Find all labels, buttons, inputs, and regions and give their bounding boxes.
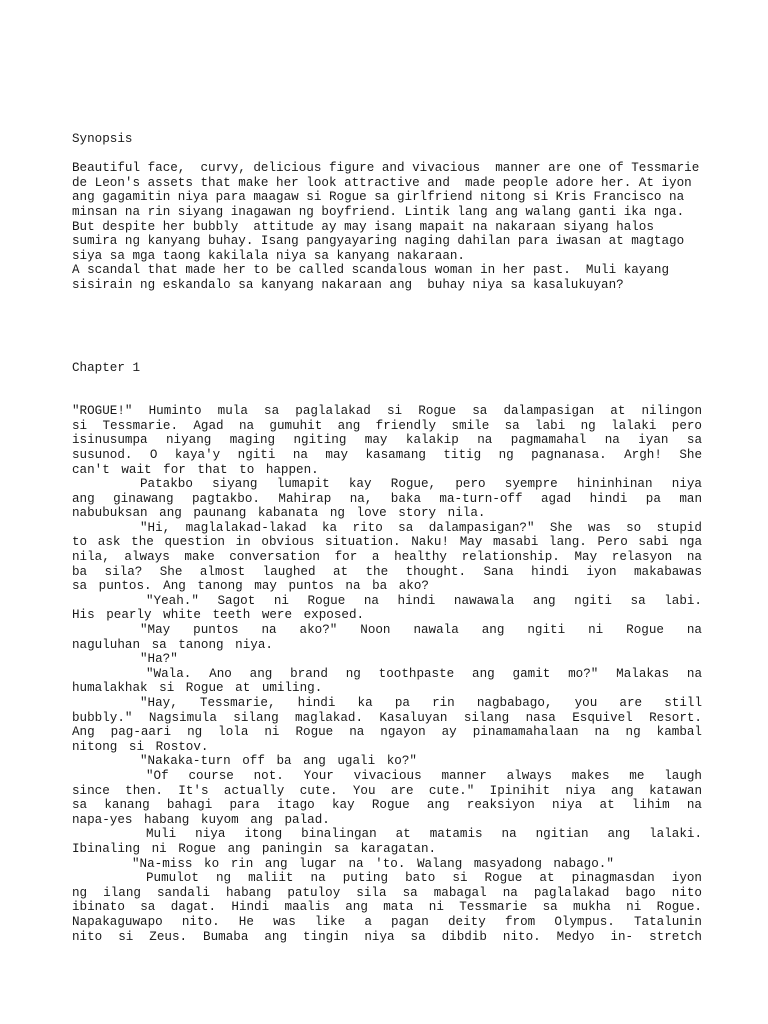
synopsis-line: siya sa mga taong kakilala niya sa kanyang nakaraan. <box>72 248 465 263</box>
chapter-line: ang ginawang pagtakbo. Mahirap na, baka ma-turn-off agad hindi pa man <box>72 491 702 506</box>
chapter-line: "Hay, Tessmarie, hindi ka pa rin nagbabago, you are still <box>140 696 702 710</box>
chapter-line: Pumulot ng maliit na puting bato si Rogue at pinagmasdan iyon <box>146 871 702 886</box>
chapter-line: humalakhak si Rogue at umiling. <box>72 681 323 696</box>
spacer <box>72 375 702 404</box>
document-page <box>72 132 702 944</box>
chapter-line: naguluhan sa tanong niya. <box>72 637 273 652</box>
synopsis-line: ang gagamitin niya para maagaw si Rogue sa girlfriend nitong si Kris Francisco na <box>72 190 685 205</box>
chapter-line: ba sila? She almost laughed at the thought. Sana hindi iyon makabawas <box>72 564 702 579</box>
synopsis-line: de Leon's assets that make her look attractive and made people adore her. At iyon <box>72 175 692 190</box>
chapter-line: "Hi, maglalakad-lakad ka rito sa dalampasigan?" She was so stupid <box>140 520 702 535</box>
chapter-line: "Yeah." Sagot ni Rogue na hindi nawawala ang ngiti sa labi. <box>146 593 702 608</box>
chapter-line: Ibinaling ni Rogue ang paningin sa karagatan. <box>72 841 437 856</box>
chapter-line: sa kanang bahagi para itago kay Rogue ang reaksiyon niya at lihim na <box>72 798 702 813</box>
chapter-line: ibinato sa dagat. Hindi maalis ang mata ni Tessmarie sa mukha ni Rogue. <box>72 900 702 915</box>
chapter-line: Napakaguwapo nito. He was like a pagan deity from Olympus. Tatalunin <box>72 914 702 929</box>
chapter-line: Ang pag-aari ng lola ni Rogue na ngayon ay pinamamahalaan na ng kambal <box>72 725 702 740</box>
synopsis-line: minsan na rin siyang inagawan ng boyfriend. Lintik lang ang walang ganti ika nga. <box>72 204 685 219</box>
spacer <box>72 147 702 162</box>
chapter-line: nito si Zeus. Bumaba ang tingin niya sa dibdib nito. Medyo in- stretch <box>72 929 702 944</box>
chapter-line: si Tessmarie. Agad na gumuhit ang friendly smile sa labi ng lalaki pero <box>72 418 702 433</box>
synopsis-body <box>72 161 702 292</box>
chapter-line: "May puntos na ako?" Noon nawala ang ngiti ni Rogue na <box>140 623 702 638</box>
chapter-line: "ROGUE!" Huminto mula sa paglalakad si Rogue sa dalampasigan at nilingon <box>72 404 702 419</box>
chapter-line: isinusumpa niyang maging ngiting may kalakip na pagmamahal na iyan sa <box>72 433 702 448</box>
synopsis-line: sisirain ng eskandalo sa kanyang nakaraan ang buhay niya sa kasalukuyan? <box>72 277 624 292</box>
chapter-line: napa-yes habang kuyom ang palad. <box>72 812 330 827</box>
spacer <box>72 293 702 351</box>
synopsis-line: sumira ng kanyang buhay. Isang pangyayaring naging dahilan para iwasan at magtago <box>72 234 685 249</box>
chapter-body <box>72 404 702 944</box>
chapter-line: "Of course not. Your vivacious manner always makes me laugh <box>146 768 702 783</box>
chapter-line: "Ha?" <box>140 652 178 667</box>
synopsis-line: But despite her bubbly attitude ay may isang mapait na nakaraan siyang halos <box>72 219 654 234</box>
synopsis-line: Beautiful face, curvy, delicious figure and vivacious manner are one of Tessmarie <box>72 161 700 176</box>
chapter-line: susunod. O kaya'y ngiti na may kasamang titig ng pagnanasa. Argh! She <box>72 447 702 462</box>
spacer <box>72 351 702 361</box>
chapter-line: "Nakaka-turn off ba ang ugali ko?" <box>140 754 417 769</box>
synopsis-line: A scandal that made her to be called scandalous woman in her past. Muli kayang <box>72 263 670 278</box>
chapter-line: to ask the question in obvious situation. Naku! May masabi lang. Pero sabi nga <box>72 535 702 550</box>
chapter-heading: Chapter 1 <box>72 360 141 375</box>
chapter-line: since then. It's actually cute. You are cute." Ipinihit niya ang katawan <box>72 783 702 798</box>
synopsis-heading: Synopsis <box>72 132 133 146</box>
chapter-line: "Wala. Ano ang brand ng toothpaste ang gamit mo?" Malakas na <box>146 666 702 681</box>
chapter-line: "Na-miss ko rin ang lugar na 'to. Walang masyadong nabago." <box>132 856 614 871</box>
chapter-line: His pearly white teeth were exposed. <box>72 608 365 623</box>
chapter-line: Muli niya itong binalingan at matamis na ngitian ang lalaki. <box>146 827 702 842</box>
chapter-line: nila, always make conversation for a healthy relationship. May relasyon na <box>72 550 702 565</box>
chapter-line: sa puntos. Ang tanong may puntos na ba ako? <box>72 579 429 594</box>
chapter-line: nabubuksan ang paunang kabanata ng love story nila. <box>72 506 486 521</box>
chapter-line: ng ilang sandali habang patuloy sila sa mabagal na paglalakad bago nito <box>72 885 702 900</box>
chapter-line: Patakbo siyang lumapit kay Rogue, pero syempre hininhinan niya <box>140 477 702 492</box>
chapter-line: nitong si Rostov. <box>72 739 209 754</box>
chapter-line: can't wait for that to happen. <box>72 462 319 477</box>
chapter-line: bubbly." Nagsimula silang maglakad. Kasaluyan silang nasa Esquivel Resort. <box>72 710 702 725</box>
